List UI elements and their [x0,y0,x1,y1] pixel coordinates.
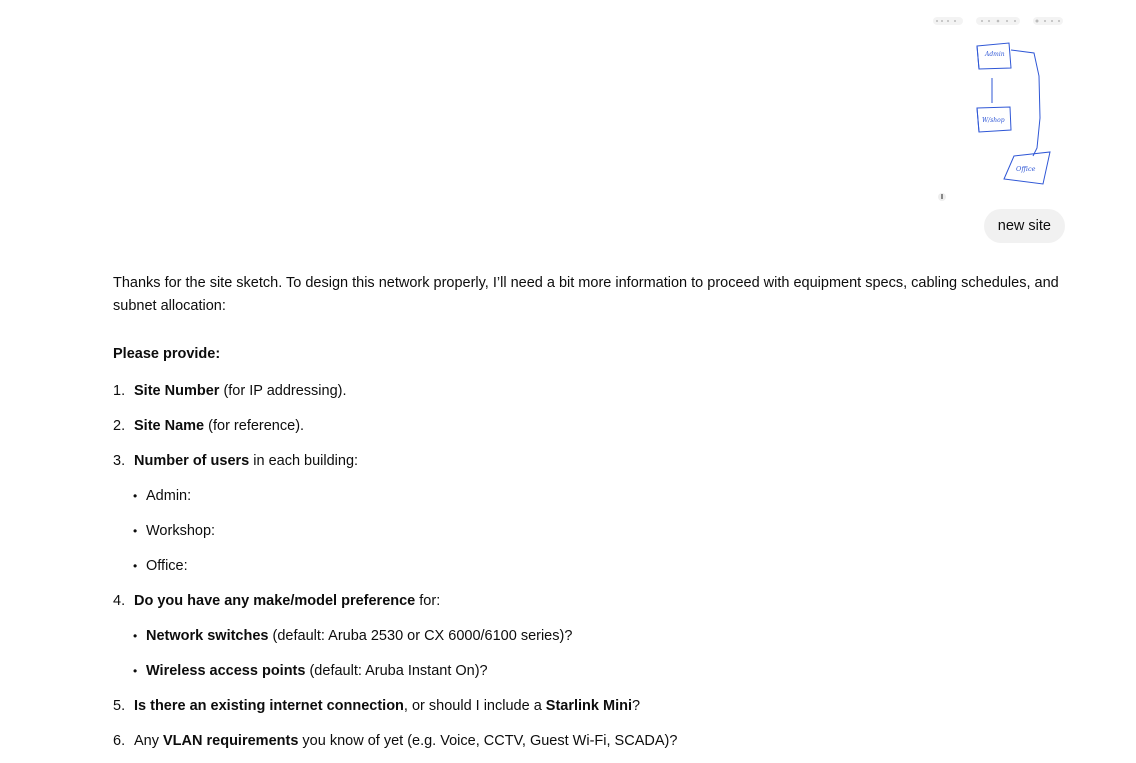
bullet: • [133,664,138,678]
list-item [113,450,1063,578]
bullet: • [133,629,138,643]
sketch-label-workshop: W/shop [982,117,1005,124]
item-text: (for reference). [204,418,305,434]
item-bold: Number of users [134,453,250,469]
item-text: for: [415,593,441,609]
list-item [113,730,1063,753]
sublist-item [134,485,1063,508]
user-message-text: new site [997,218,1051,234]
bullet: • [133,489,138,503]
list-item [113,380,1063,403]
item-text: you know of yet (e.g. Voice, CCTV, Guest Wi-Fi, SCADA)? [298,733,678,749]
bullet: • [133,559,138,573]
sublist-text: Admin: [146,488,192,504]
sublist-text: (default: Aruba Instant On)? [305,663,488,679]
list-item [113,695,1063,718]
item-number: 1. [113,383,126,399]
item-text: , or should I include a [403,698,546,714]
list-item [113,590,1063,683]
preference-sublist [134,625,1063,683]
requirements-list [113,380,1063,753]
assistant-message [113,272,1063,753]
item-text: in each building: [249,453,359,469]
sketch-drawing [928,8,1068,208]
item-number: 2. [113,418,126,434]
sketch-label-admin: Admin [985,51,1005,58]
item-bold: Do you have any make/model preference [134,593,416,609]
list-item [113,415,1063,438]
item-number: 6. [113,733,126,749]
assistant-intro: Thanks for the site sketch. To design this network properly, I’ll need a bit more information to proceed with equipment specs, cabling schedules, and subnet allocation: [113,275,1059,314]
sketch-label-office: Office [1016,165,1036,173]
item-bold: Is there an existing internet connection [134,698,404,714]
item-number: 5. [113,698,126,714]
sublist-text: Workshop: [146,523,216,539]
sublist-text: (default: Aruba 2530 or CX 6000/6100 series)? [268,628,573,644]
item-text: Any [134,733,164,749]
item-bold: VLAN requirements [163,733,299,749]
item-bold: Starlink Mini [545,698,633,714]
sketch-links [992,50,1040,156]
item-text: ? [632,698,641,714]
site-sketch-image[interactable] [928,8,1068,208]
user-message-bubble [984,209,1065,243]
item-bold: Site Number [134,383,220,399]
sublist-bold: Wireless access points [146,663,306,679]
sublist-item [134,520,1063,543]
sublist-item [134,625,1063,648]
users-sublist [134,485,1063,578]
please-provide-heading: Please provide: [113,346,221,362]
item-text: (for IP addressing). [219,383,347,399]
sublist-item [134,555,1063,578]
sublist-bold: Network switches [146,628,269,644]
bullet: • [133,524,138,538]
sketch-toolbar-marks [933,17,1063,25]
sublist-item [134,660,1063,683]
item-number: 4. [113,593,126,609]
sublist-text: Office: [146,558,188,574]
item-bold: Site Name [134,418,205,434]
item-number: 3. [113,453,126,469]
